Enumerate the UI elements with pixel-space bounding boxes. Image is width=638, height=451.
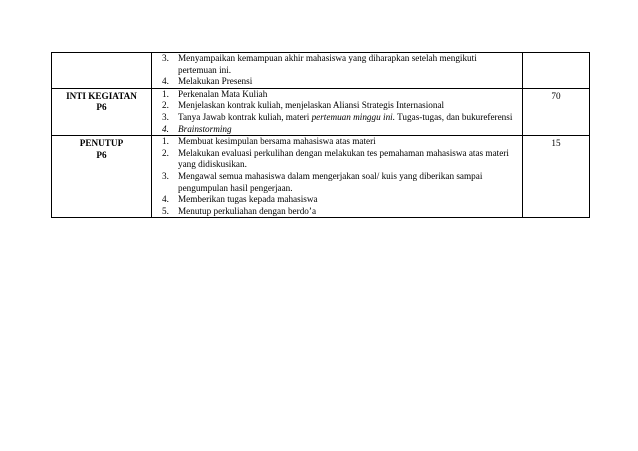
list-number: 4.: [162, 194, 169, 205]
phase-cell: [52, 88, 152, 135]
list-item-text: Tanya Jawab kontrak kuliah, materi: [178, 111, 312, 122]
list-item-text: Perkenalan Mata Kuliah: [178, 88, 268, 99]
phase-cell: [52, 136, 152, 218]
steps-cell: [152, 53, 523, 89]
phase-name: PENUTUP: [79, 138, 124, 149]
list-item: [152, 89, 522, 101]
list-number: 1.: [162, 88, 169, 99]
table-row: [52, 53, 590, 89]
list-item-text: Membuat kesimpulan bersama mahasiswa atas materi: [178, 136, 376, 147]
lesson-plan-table: [51, 52, 590, 218]
phase-cell: [52, 53, 152, 89]
list-item-text: Menutup perkuliahan dengan berdo’a: [178, 205, 317, 216]
list-item: [152, 124, 522, 136]
list-number: 3.: [162, 170, 169, 181]
list-item-text: pertemuan minggu ini.: [311, 111, 396, 122]
table-row: [52, 88, 590, 135]
list-item: [152, 136, 522, 148]
list-number: 4.: [162, 123, 169, 134]
list-item-text: Menyampaikan kemampuan akhir mahasiswa yang diharapkan setelah mengikuti pertemuan ini.: [178, 53, 477, 75]
list-number: 4.: [162, 76, 169, 87]
phase-code: P6: [96, 102, 107, 113]
list-item-text: Melakukan Presensi: [178, 76, 253, 87]
table-row: [52, 136, 590, 218]
steps-list: [152, 89, 522, 135]
list-item-text: Melakukan evaluasi perkulihan dengan melakukan tes pemahaman mahasiswa atas materi yang didiskusikan.: [178, 147, 509, 170]
list-item: [152, 206, 522, 218]
steps-list: [152, 53, 522, 88]
list-number: 3.: [162, 53, 169, 63]
list-number: 1.: [162, 136, 169, 147]
minutes-cell: 70: [523, 88, 590, 135]
steps-list: [152, 136, 522, 217]
list-item: [152, 171, 522, 194]
list-item-text: Tugas-tugas, dan bukureferensi: [395, 111, 513, 122]
minutes-cell: [523, 53, 590, 89]
list-item-text: Mengawal semua mahasiswa dalam mengerjakan soal/ kuis yang diberikan sampai pengumpulan hasil pengerjaan.: [178, 170, 483, 193]
list-item: [152, 53, 522, 76]
steps-cell: [152, 136, 523, 218]
list-item-text: Memberikan tugas kepada mahasiswa: [178, 194, 318, 205]
list-item: [152, 100, 522, 112]
list-number: 5.: [162, 205, 169, 216]
minutes-cell: 15: [523, 136, 590, 218]
list-item: [152, 112, 522, 124]
phase-name: INTI KEGIATAN: [66, 90, 137, 101]
list-item: [152, 148, 522, 171]
list-item-text: Menjelaskan kontrak kuliah, menjelaskan Aliansi Strategis Internasional: [178, 100, 445, 111]
lesson-plan-body: [52, 53, 590, 218]
list-item: [152, 194, 522, 206]
steps-cell: [152, 88, 523, 135]
list-item-text: Brainstorming: [178, 123, 232, 134]
list-number: 2.: [162, 147, 169, 158]
phase-code: P6: [96, 149, 107, 160]
list-number: 3.: [162, 111, 169, 122]
list-number: 2.: [162, 100, 169, 111]
list-item: [152, 76, 522, 88]
